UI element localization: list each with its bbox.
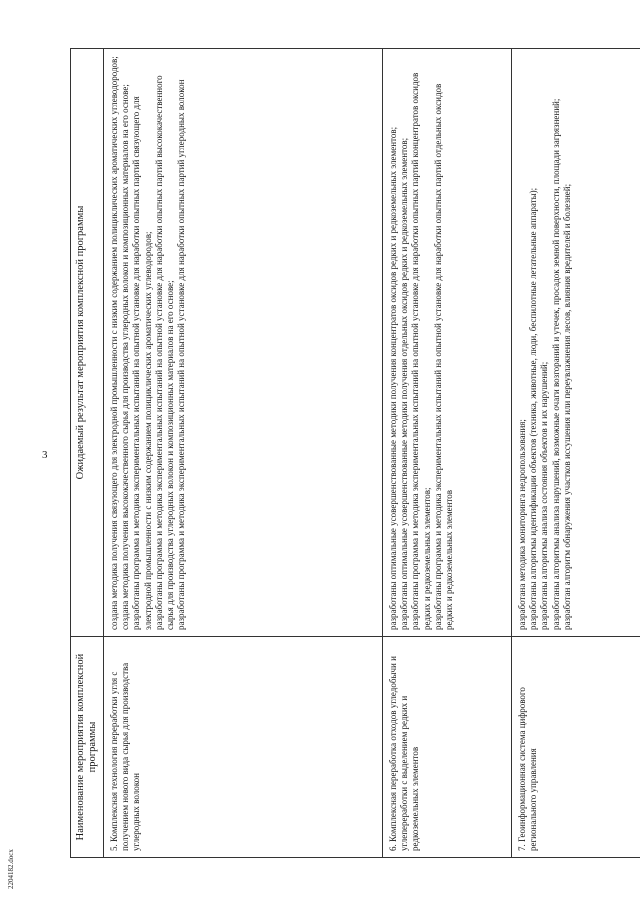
row-name: 5. Комплексная технология переработки угля с получением нового вида сырья для производства углеродных волокон	[104, 637, 383, 858]
result-item: разработаны алгоритмы анализа нарушений, возможные очаги возгораний и утечек, просадок земной поверхности, площади загрязнений;	[550, 98, 561, 630]
result-item: разработаны программа и методика экспериментальных испытаний на опытной установке для наработки опытных партий концентратов оксидов редких и редкоземельных элементов;	[410, 72, 432, 630]
result-item: создана методика получения высококачественного сырья для производства углеродных волокон и композиционных материалов на его основе;	[120, 84, 131, 630]
header-name: Наименование мероприятия комплексной программы	[71, 637, 104, 858]
result-item: разработаны программа и методика экспериментальных испытаний на опытной установке для наработки опытных партий связующего для электродной промышленности с низким содержанием полициклических ароматических углеводородов;	[131, 96, 153, 630]
page-number: 3	[42, 449, 48, 461]
table-row	[383, 49, 512, 858]
document-table-rotated	[70, 48, 630, 858]
row-results	[104, 49, 383, 637]
result-item: разработаны алгоритмы идентификации объектов (техника, животные, люди, беспилотные летательные аппараты);	[528, 187, 539, 630]
table-row	[512, 49, 640, 858]
row-name: 7. Геоинформационная система цифрового регионального управления	[512, 637, 640, 858]
result-item: разработаны алгоритмы анализа состояния объектов и их нарушений;	[539, 361, 550, 630]
result-item: разработана методика мониторинга недропользования;	[517, 419, 527, 630]
result-item: разработан алгоритм обнаружения участков иссушения или переувлажнения лесов, влияния вредителей и болезней;	[561, 183, 572, 630]
row-results	[512, 49, 640, 637]
result-item: разработаны оптимальные усовершенствованные методики получения отдельных оксидов редких и редкоземельных элементов;	[399, 137, 410, 630]
row-results	[383, 49, 512, 637]
header-result: Ожидаемый результат мероприятия комплексной программы	[71, 49, 104, 637]
row-name: 6. Комплексная переработка отходов угледобычи и углепереработки с выделением редких и редкоземельных элементов	[383, 637, 512, 858]
footer-filename: 2204182.docx	[7, 849, 15, 889]
table-header-row	[71, 49, 104, 858]
result-item: разработаны оптимальные усовершенствованные методики получения концентратов оксидов редких и редкоземельных элементов;	[388, 126, 398, 630]
result-item: разработаны программа и методика экспериментальных испытаний на опытной установке для наработки опытных партий углеродных волокон	[176, 79, 187, 630]
result-item: разработаны программа и методика экспериментальных испытаний на опытной установке для наработки опытных партий отдельных оксидов редких и редкоземельных элементов	[432, 83, 455, 630]
result-item: создана методика получения связующего для электродной промышленности с низким содержанием полициклических ароматических углеводородов;	[109, 56, 119, 630]
result-item: разработаны программа и методика экспериментальных испытаний на опытной установке для наработки опытных партий высококачественного сырья для производства углеродных волокон и композиционных материалов на его основе;	[153, 75, 176, 630]
table-row	[104, 49, 383, 858]
program-table	[70, 48, 640, 858]
